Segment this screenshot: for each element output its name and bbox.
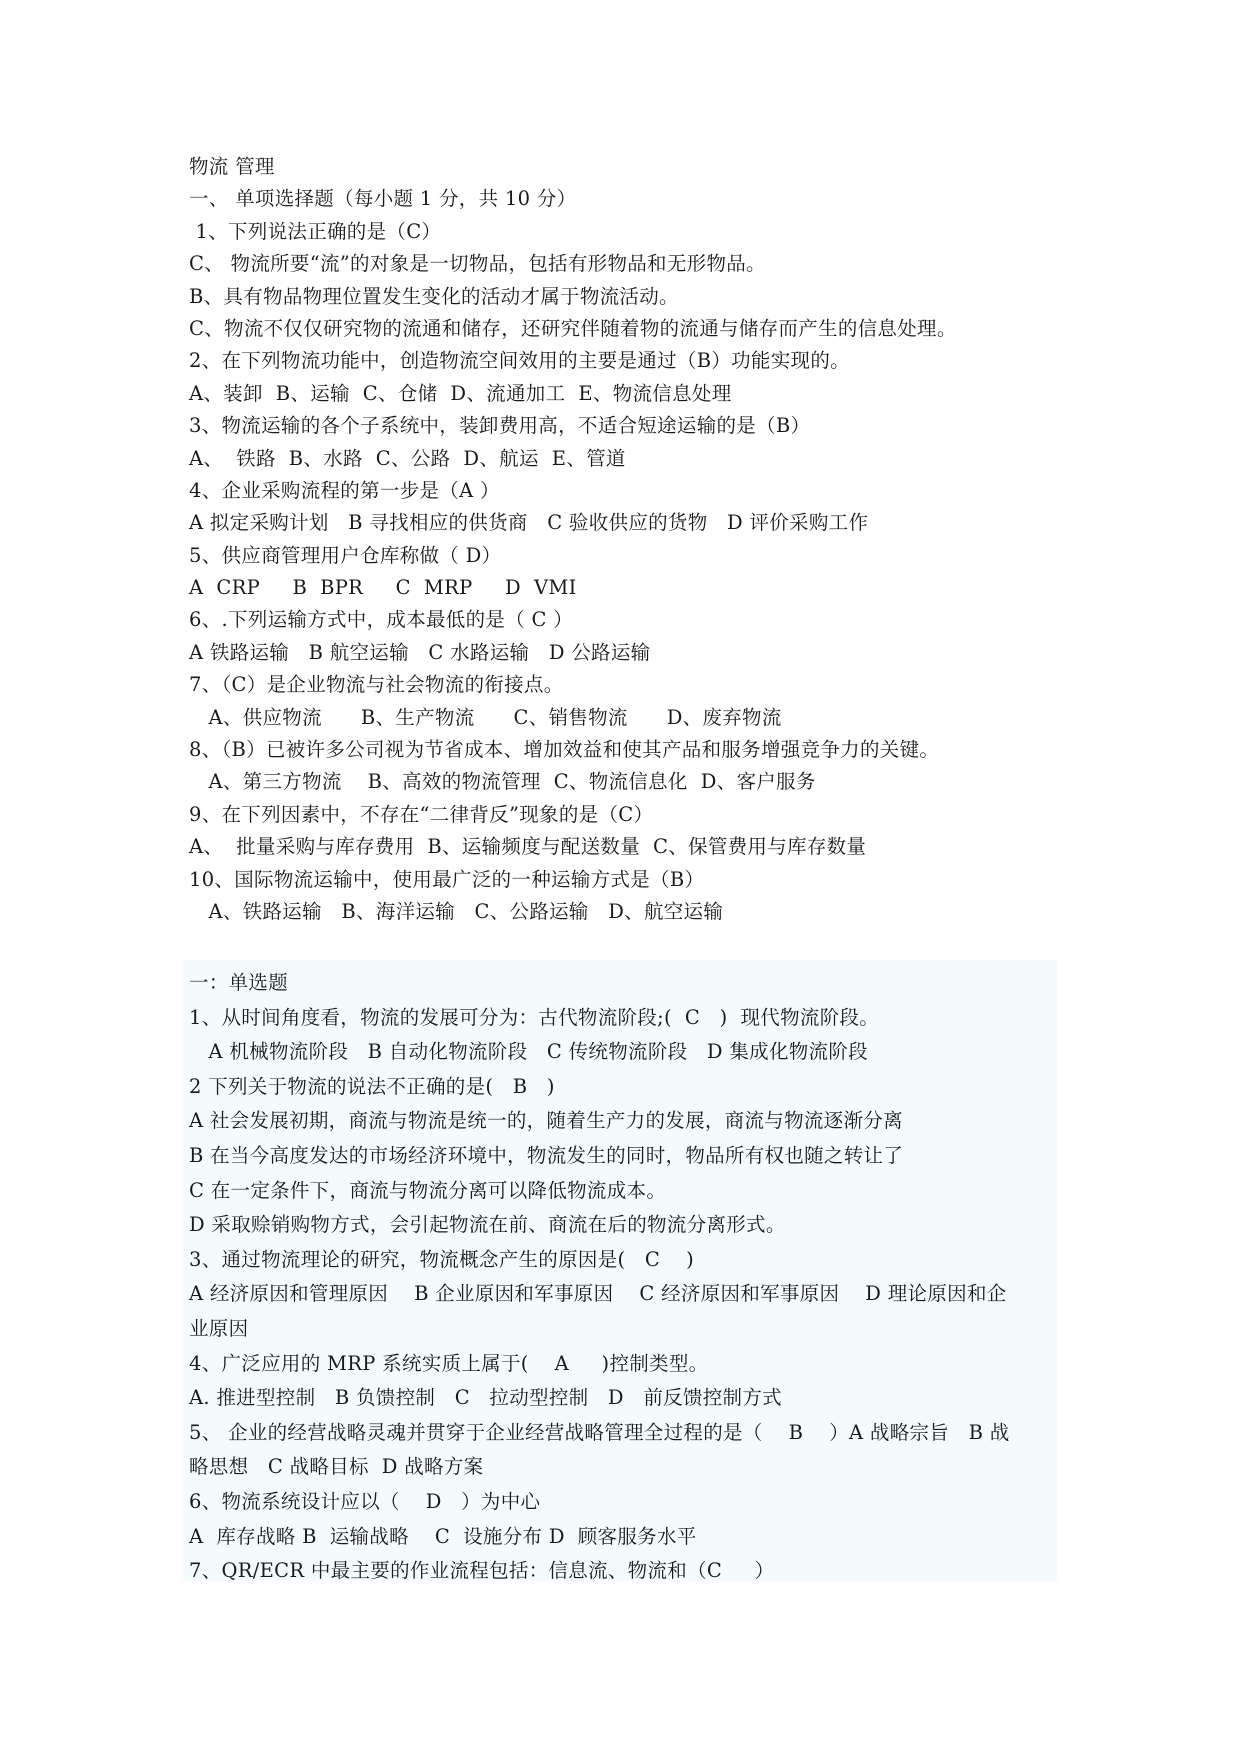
question-line: 4、企业采购流程的第一步是（A ） <box>189 478 500 502</box>
question-line: 2、在下列物流功能中，创造物流空间效用的主要是通过（B）功能实现的。 <box>189 349 850 373</box>
option-line: A 社会发展初期，商流与物流是统一的，随着生产力的发展，商流与物流逐渐分离 <box>189 1109 903 1133</box>
option-line: A、第三方物流 B、高效的物流管理 C、物流信息化 D、客户服务 <box>189 770 816 794</box>
option-line-continued: 略思想 C 战略目标 D 战略方案 <box>189 1455 484 1479</box>
option-line: A 机械物流阶段 B 自动化物流阶段 C 传统物流阶段 D 集成化物流阶段 <box>189 1040 868 1064</box>
doc-title: 物流 管理 <box>189 155 275 178</box>
option-line: D 采取赊销购物方式，会引起物流在前、商流在后的物流分离形式。 <box>189 1213 786 1237</box>
option-line: A 经济原因和管理原因 B 企业原因和军事原因 C 经济原因和军事原因 D 理论原因和企 <box>189 1282 1007 1306</box>
question-line: 6、物流系统设计应以（ D ）为中心 <box>189 1489 541 1513</box>
question-line: 3、物流运输的各个子系统中，装卸费用高，不适合短途运输的是（B） <box>189 414 811 438</box>
question-line: 1、从时间角度看，物流的发展可分为：古代物流阶段;( C ) 现代物流阶段。 <box>189 1005 880 1029</box>
option-line: A、 批量采购与库存费用 B、运输频度与配送数量 C、保管费用与库存数量 <box>189 835 867 859</box>
question-line: 5、 企业的经营战略灵魂并贯穿于企业经营战略管理全过程的是（ B ）A 战略宗旨 B 战 <box>189 1420 1010 1444</box>
option-line: A 库存战略 B 运输战略 C 设施分布 D 顾客服务水平 <box>189 1524 697 1548</box>
option-line: A CRP B BPR C MRP D VMI <box>189 576 577 600</box>
option-line: A 铁路运输 B 航空运输 C 水路运输 D 公路运输 <box>189 640 651 664</box>
option-line: C、物流不仅仅研究物的流通和储存，还研究伴随着物的流通与储存而产生的信息处理。 <box>189 316 957 340</box>
question-line: 7、（C）是企业物流与社会物流的衔接点。 <box>189 673 564 697</box>
question-line: 4、广泛应用的 MRP 系统实质上属于( A )控制类型。 <box>189 1351 709 1375</box>
question-line: 8、（B）已被许多公司视为节省成本、增加效益和使其产品和服务增强竞争力的关键。 <box>189 738 940 762</box>
option-line: A、铁路运输 B、海洋运输 C、公路运输 D、航空运输 <box>189 899 724 923</box>
question-line: 6、.下列运输方式中，成本最低的是（ C ） <box>189 608 574 632</box>
option-line: C 在一定条件下，商流与物流分离可以降低物流成本。 <box>189 1178 667 1202</box>
option-line: A 拟定采购计划 B 寻找相应的供货商 C 验收供应的货物 D 评价采购工作 <box>189 511 869 535</box>
question-line: 9、在下列因素中，不存在“二律背反”现象的是（C） <box>189 802 654 826</box>
section-heading: 一、 单项选择题（每小题 1 分，共 10 分） <box>189 187 577 211</box>
option-line: A、 铁路 B、水路 C、公路 D、航运 E、管道 <box>189 446 626 470</box>
option-line: B 在当今高度发达的市场经济环境中，物流发生的同时，物品所有权也随之转让了 <box>189 1143 904 1167</box>
question-line: 3、通过物流理论的研究，物流概念产生的原因是( C ) <box>189 1247 695 1271</box>
question-line: 2 下列关于物流的说法不正确的是( B ) <box>189 1074 555 1098</box>
exam-section-1 <box>189 151 1069 928</box>
question-line: 5、供应商管理用户仓库称做（ D） <box>189 543 502 567</box>
question-line: 7、QR/ECR 中最主要的作业流程包括：信息流、物流和（C ） <box>189 1559 775 1583</box>
option-line: B、具有物品物理位置发生变化的活动才属于物流活动。 <box>189 284 679 308</box>
question-line: 10、国际物流运输中，使用最广泛的一种运输方式是（B） <box>189 867 705 891</box>
option-line: A. 推进型控制 B 负馈控制 C 拉动型控制 D 前反馈控制方式 <box>189 1386 782 1410</box>
option-line: C、 物流所要“流”的对象是一切物品，包括有形物品和无形物品。 <box>189 252 766 276</box>
section-heading: 一：单选题 <box>189 971 289 994</box>
question-line: 1、下列说法正确的是（C） <box>189 219 442 243</box>
option-line-continued: 业原因 <box>189 1316 249 1340</box>
exam-section-2-highlighted <box>183 960 1057 1581</box>
option-line: A、供应物流 B、生产物流 C、销售物流 D、废弃物流 <box>189 705 782 729</box>
option-line: A、装卸 B、运输 C、仓储 D、流通加工 E、物流信息处理 <box>189 381 732 405</box>
